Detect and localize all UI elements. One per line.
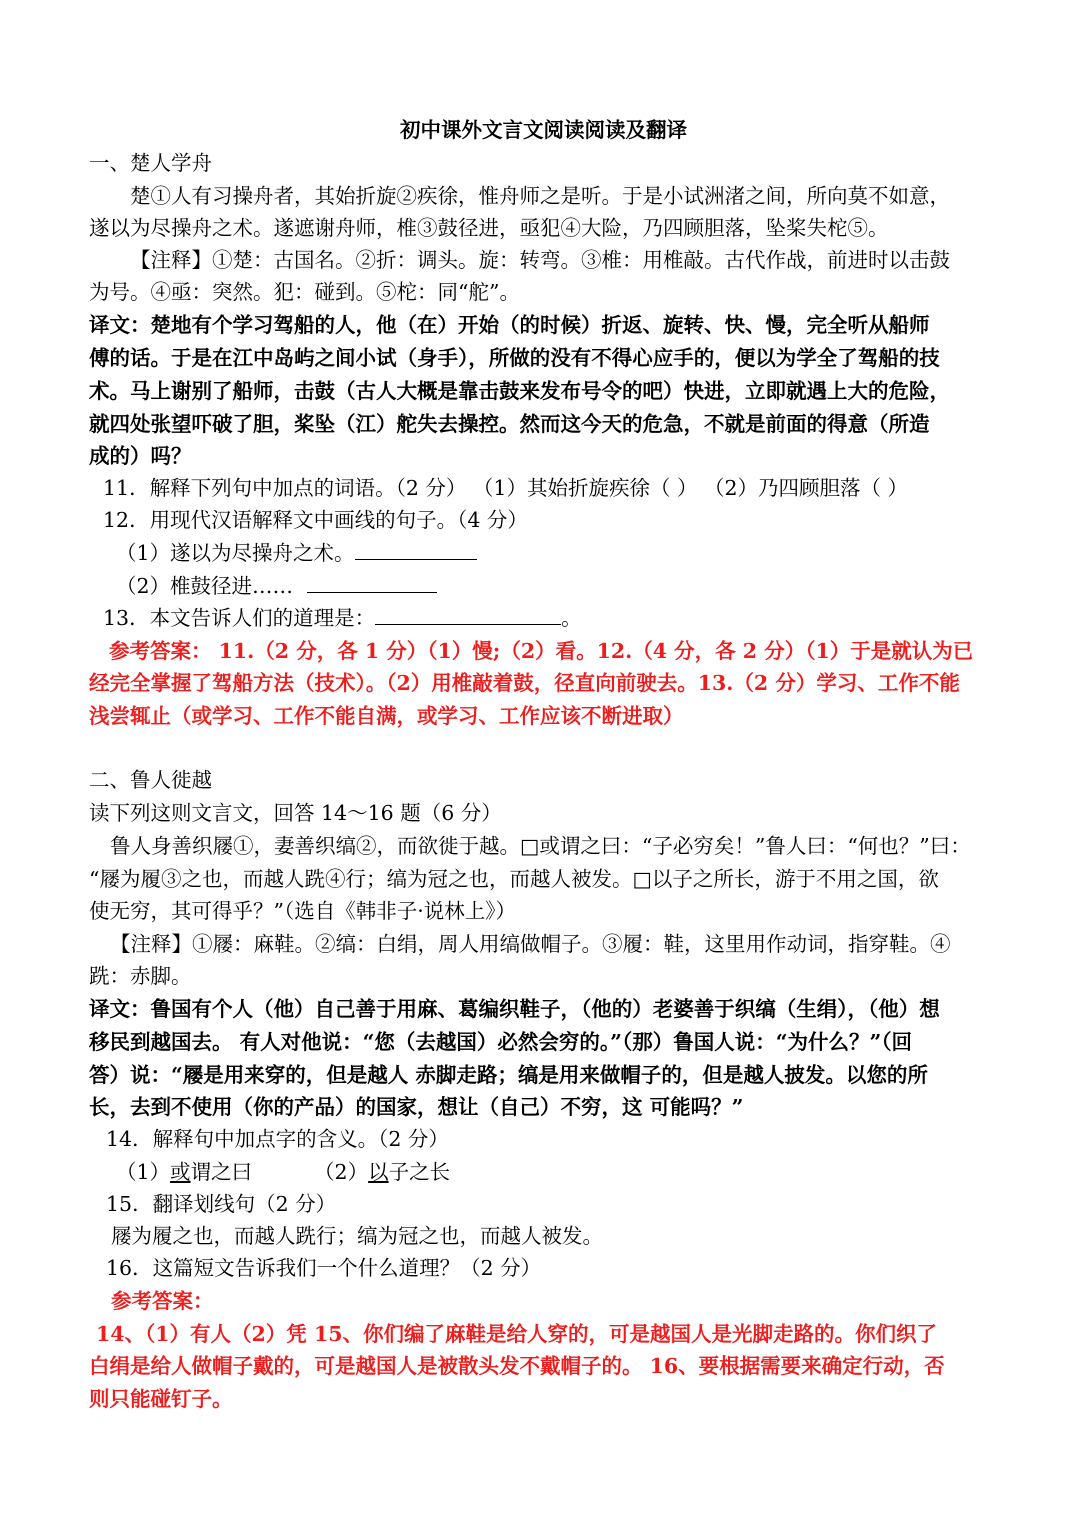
section-2-answer-line: 则只能碰钉子。: [89, 1387, 233, 1411]
answer-blank[interactable]: [307, 572, 437, 593]
section-2-notes-line: 【注释】①屦：麻鞋。②缟：白绢，周人用缟做帽子。③履：鞋，这里用作动词，指穿鞋。④: [110, 932, 951, 956]
section-1-passage-line: 楚①人有习操舟者，其始折旋②疾徐，惟舟师之是听。于是小试洲渚之间，所向莫不如意，: [130, 184, 950, 208]
section-1-answer-line: 经完全掌握了驾船方法（技术）。（2）用椎敲着鼓，径直向前驶去。13.（2 分）学习、工作不能: [89, 671, 960, 695]
page-title: 初中课外文言文阅读阅读及翻译: [400, 118, 687, 142]
section-2-translation-line: 答）说：“屦是用来穿的，但是越人 赤脚走路；缟是用来做帽子的，但是越人披发。以您的所: [89, 1063, 928, 1087]
question-12-part-2: [116, 571, 1028, 601]
section-2-heading: 二、鲁人徙越: [89, 768, 212, 792]
question-12-part-1-text: （1）遂以为尽操舟之术。: [116, 541, 355, 565]
section-1-translation-line: 傅的话。于是在江中岛屿之间小试（身手），所做的没有不得心应手的，便以为学全了驾船的技: [89, 346, 940, 370]
section-2-translation-line: 译文：鲁国有个人（他）自己善于用麻、葛编织鞋子，（他的）老婆善于织缟（生绢），（他）想: [89, 997, 940, 1021]
question-12-part-1: [116, 538, 1028, 568]
section-2-notes-line: 跣：赤脚。: [89, 964, 192, 988]
question-15-sentence: 屦为履之也，而越人跣行；缟为冠之也，而越人被发。: [111, 1224, 603, 1248]
section-1-translation-line: 译文：楚地有个学习驾船的人，他（在）开始（的时候）折返、旋转、快、慢，完全听从船师: [89, 313, 930, 337]
section-1-passage-line: 遂以为尽操舟之术。遂遮谢舟师，椎③鼓径进，亟犯④大险，乃四顾胆落，坠桨失柁⑤。: [89, 216, 889, 240]
section-1-translation-line: 就四处张望吓破了胆，桨坠（江）舵失去操控。然而这今天的危急，不就是前面的得意（所造: [89, 412, 930, 436]
section-1-notes-line: 【注释】①楚：古国名。②折：调头。旋：转弯。③椎：用椎敲。古代作战，前进时以击鼓: [130, 248, 950, 272]
question-14-part-1-underlined: 或: [170, 1160, 191, 1184]
section-1-answer-line: 浅尝辄止（或学习、工作不能自满，或学习、工作应该不断进取）: [89, 704, 684, 728]
section-2-answer-line: 14、（1）有人（2）凭 15、你们编了麻鞋是给人穿的，可是越国人是光脚走路的。你们织了: [96, 1322, 937, 1346]
section-1-heading: 一、楚人学舟: [89, 151, 212, 175]
section-1-translation-line: 成的）吗？: [89, 444, 192, 468]
answer-blank[interactable]: [355, 539, 477, 560]
question-13: [103, 603, 1015, 633]
question-12: 12．用现代汉语解释文中画线的句子。（4 分）: [103, 508, 528, 532]
section-2-answer-line: 白绢是给人做帽子戴的，可是越国人是被散头发不戴帽子的。 16、要根据需要来确定行动，否: [89, 1354, 945, 1378]
question-16: 16．这篇短文告诉我们一个什么道理？（2 分）: [106, 1256, 542, 1280]
section-2-intro: 读下列这则文言文，回答 14～16 题（6 分）: [89, 801, 502, 825]
question-14-part-2-rest: 子之长: [388, 1160, 451, 1184]
answer-blank[interactable]: [375, 604, 561, 625]
question-11: 11．解释下列句中加点的词语。（2 分） （1）其始折旋疾徐（ ） （2）乃四顾胆落（ ）: [103, 476, 909, 500]
section-2-passage-line: “屦为履③之也，而越人跣④行；缟为冠之也，而越人被发。□以子之所长，游于不用之国，欲: [89, 867, 939, 891]
section-1-translation-line: 术。马上谢别了船师，击鼓（古人大概是靠击鼓来发布号令的吧）快进，立即就遇上大的危险，: [89, 379, 950, 403]
section-1-answer-line: 参考答案： 11.（2 分，各 1 分）（1）慢;（2）看。12.（4 分，各 2 分）（1）于是就认为已: [109, 639, 974, 663]
question-14-part-1-prefix: （1）: [116, 1160, 171, 1184]
section-2-translation-line: 移民到越国去。 有人对他说：“您（去越国）必然会穷的。”（那）鲁国人说：“为什么？”（回: [89, 1030, 913, 1054]
question-13-text: 13．本文告诉人们的道理是：: [103, 606, 376, 630]
question-14-part-1-rest: 谓之曰: [190, 1160, 253, 1184]
section-2-answer-label: 参考答案：: [111, 1289, 214, 1313]
section-1-notes-line: 为号。④亟：突然。犯：碰到。⑤柁：同“舵”。: [89, 280, 520, 304]
section-2-passage-line: 使无穷，其可得乎？”（选自《韩非子·说林上》）: [89, 899, 516, 923]
section-2-passage-line: 鲁人身善织屦①，妻善织缟②，而欲徙于越。□或谓之曰：“子必穷矣！”鲁人曰：“何也？”曰：: [110, 834, 971, 858]
question-13-end: 。: [561, 606, 582, 630]
question-14-part-2-underlined: 以: [368, 1160, 389, 1184]
question-14: 14．解释句中加点字的含义。（2 分）: [106, 1127, 449, 1151]
section-2-translation-line: 长，去到不使用（你的产品）的国家，想让（自己）不穷，这 可能吗？”: [89, 1095, 744, 1119]
question-14-parts: [116, 1157, 1028, 1187]
question-14-part-2-prefix: （2）: [314, 1160, 369, 1184]
question-12-part-2-text: （2）椎鼓径进……: [116, 574, 294, 598]
question-15: 15．翻译划线句（2 分）: [106, 1192, 337, 1216]
